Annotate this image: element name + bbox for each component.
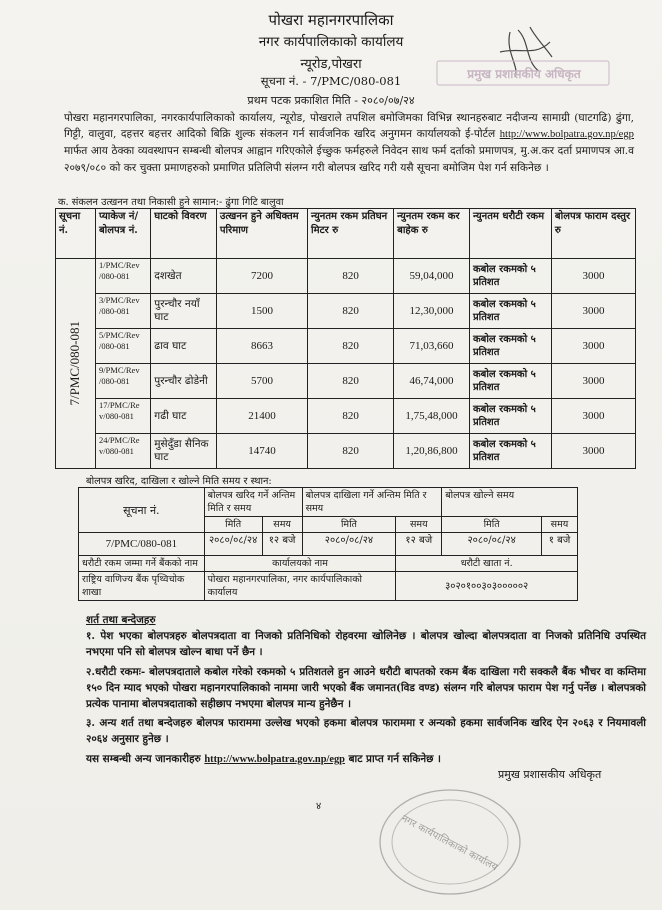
package-cell: 9/PMC/Rev /080-081 — [95, 364, 150, 399]
package-cell: 3/PMC/Rev /080-081 — [95, 294, 150, 329]
term-2-lead: २.धरौटी रकमः- — [86, 665, 146, 678]
fee-cell: 3000 — [551, 329, 635, 364]
ghat-cell: पुरन्चौर ढोडेनी — [151, 364, 217, 399]
amount-cell: 46,74,000 — [394, 364, 470, 399]
ghat-cell: गढी घाट — [151, 399, 217, 434]
office-title: नगर कार्यपालिकाको कार्यालय — [258, 34, 404, 50]
office-label: कार्यालयको नाम — [204, 556, 396, 572]
fee-cell: 3000 — [551, 434, 635, 469]
svg-text:नगर कार्यपालिकाको कार्यालय: नगर कार्यपालिकाको कार्यालय — [399, 813, 500, 874]
rate-cell: 820 — [308, 294, 394, 329]
ghat-cell: ढाव घाट — [151, 329, 217, 364]
egp-link[interactable]: http://www.bolpatra.gov.np/egp — [499, 129, 634, 141]
quantity-cell: 21400 — [216, 399, 307, 434]
package-cell: 24/PMC/Re v/080-081 — [95, 434, 150, 469]
bank-name: राष्ट्रिय वाणिज्य बैंक पृथ्विचोक शाखा — [79, 572, 205, 601]
schedule-notice-label: सूचना नं. — [79, 488, 205, 533]
table-row — [56, 294, 636, 329]
schedule-header-row — [79, 488, 578, 517]
quantity-cell: 7200 — [216, 259, 307, 294]
col-header-rate: न्युनतम रकम प्रतिघन मिटर रु — [308, 209, 394, 259]
intro-text-2: मार्फत आय ठेक्का व्यवस्थापन सम्बन्धी बोलपत्र आह्वान गरिएकोले ईच्छुक फर्महरुले निवेदन साथ फर्म दर्ताको प्रमाणपत्र, मु.अ.कर दर्ता प्रमाणपत्र आ.व २०७९/०८० को कर चुक्ता प्रमाणहरुको प्रमाणित प्रतिलिपी संलग्न गरी बोलपत्र खरिद गरी यसै सूचना बमोजिम पेश गर्न सकिनेछ । — [64, 145, 634, 174]
term-1: १. पेश भएका बोलपत्रहरु बोलपत्रदाता वा निजको प्रतिनिधिको रोहवरमा खोलिनेछ । बोलपत्र खोल्दा बोलपत्रदाता वा निजको प्रतिनिधि उपस्थित नभएमा पनि सो बोलपत्र खोल्न बाधा पर्ने छैन । — [86, 630, 646, 659]
deposit-cell: कबोल रकमको ५ प्रतिशत — [469, 294, 551, 329]
buy-date: २०८०/०८/२४ — [204, 533, 262, 556]
fee-cell: 3000 — [551, 294, 635, 329]
ghat-cell: दशखेत — [151, 259, 217, 294]
deposit-cell: कबोल रकमको ५ प्रतिशत — [469, 329, 551, 364]
term-4-text-b: बाट प्राप्त गर्न सकिनेछ । — [344, 752, 441, 765]
deposit-cell: कबोल रकमको ५ प्रतिशत — [469, 259, 551, 294]
schedule-buy-label: बोलपत्र खरिद गर्ने अन्तिम मिति र समय — [204, 488, 302, 517]
term-2 — [86, 664, 646, 713]
intro-paragraph — [64, 110, 634, 176]
amount-cell: 71,03,660 — [394, 329, 470, 364]
table-row — [56, 399, 636, 434]
signatory-title: प्रमुख प्रशासकीय अधिकृत — [498, 768, 602, 781]
quantity-cell: 1500 — [216, 294, 307, 329]
amount-cell: 59,04,000 — [394, 259, 470, 294]
table-row — [56, 259, 636, 294]
submit-date: २०८०/०८/२४ — [302, 533, 396, 556]
date-label: मिति — [442, 517, 542, 533]
time-label: समय — [541, 517, 577, 533]
term-4 — [86, 751, 646, 768]
svg-text:प्रमुख प्रशासकीय अधिकृत: प्रमुख प्रशासकीय अधिकृत — [467, 67, 581, 81]
rate-cell: 820 — [308, 399, 394, 434]
amount-cell: 1,75,48,000 — [394, 399, 470, 434]
fee-cell: 3000 — [551, 364, 635, 399]
schedule-table — [78, 487, 578, 601]
col-header-quantity: उत्खनन हुने अधिक्तम परिमाण — [216, 209, 307, 259]
submit-time: १२ बजे — [396, 533, 442, 556]
time-label: समय — [262, 517, 302, 533]
office-stamp — [370, 772, 530, 900]
table-row — [56, 364, 636, 399]
col-header-amount: न्युनतम रकम कर बाहेक रु — [394, 209, 470, 259]
deposit-cell: कबोल रकमको ५ प्रतिशत — [469, 364, 551, 399]
schedule-open-label: बोलपत्र खोल्ने समय — [442, 488, 578, 517]
col-header-notice: सूचना नं. — [56, 209, 96, 259]
ghat-cell: मुसेदुँडा सैनिक घाट — [151, 434, 217, 469]
table-row — [56, 329, 636, 364]
deposit-cell: कबोल रकमको ५ प्रतिशत — [469, 399, 551, 434]
egp-link-2[interactable]: http://www.bolpatra.gov.np/egp — [204, 753, 345, 765]
terms-section — [86, 612, 646, 771]
date-label: मिति — [302, 517, 396, 533]
schedule-submit-label: बोलपत्र दाखिला गर्ने अन्तिम मिति र समय — [302, 488, 442, 517]
rate-cell: 820 — [308, 329, 394, 364]
package-table — [55, 208, 636, 469]
fee-cell: 3000 — [551, 399, 635, 434]
schedule-notice: 7/PMC/080-081 — [79, 533, 205, 556]
office-name: पोखरा महानगरपालिका, नगर कार्यपालिकाको कार्यालय — [204, 572, 396, 601]
table-header-row — [56, 209, 636, 259]
section-a-heading: क. संकलन उत्खनन तथा निकासी हुने सामान:- ढुंगा गिटि बालुवा — [58, 197, 284, 208]
office-location: न्यूरोड,पोखरा — [300, 57, 362, 72]
package-cell: 1/PMC/Rev /080-081 — [95, 259, 150, 294]
col-header-package: प्याकेज नं/ बोलपत्र नं. — [95, 209, 150, 259]
rate-cell: 820 — [308, 434, 394, 469]
rate-cell: 820 — [308, 259, 394, 294]
account-label: धरौटी खाता नं. — [396, 556, 578, 572]
open-date: २०८०/०८/२४ — [442, 533, 542, 556]
open-time: १ बजे — [541, 533, 577, 556]
notice-number: सूचना नं. - 7/PMC/080-081 — [260, 74, 402, 88]
bank-header-row — [79, 556, 578, 572]
account-number: ३०२०१००३०३०००००२ — [396, 572, 578, 601]
ghat-cell: पुरन्चौर नयाँ घाट — [151, 294, 217, 329]
page-number: ४ — [316, 801, 322, 812]
deposit-cell: कबोल रकमको ५ प्रतिशत — [469, 434, 551, 469]
org-title: पोखरा महानगरपालिका — [268, 11, 394, 29]
terms-title: शर्त तथा बन्देजहरु — [86, 614, 156, 626]
notice-cell: 7/PMC/080-081 — [56, 259, 96, 469]
schedule-values-row — [79, 533, 578, 556]
time-label: समय — [396, 517, 442, 533]
package-cell: 5/PMC/Rev /080-081 — [95, 329, 150, 364]
col-header-deposit: न्युनतम धरौटी रकम — [469, 209, 551, 259]
quantity-cell: 5700 — [216, 364, 307, 399]
amount-cell: 12,30,000 — [394, 294, 470, 329]
rate-cell: 820 — [308, 364, 394, 399]
table-row — [56, 434, 636, 469]
term-3: ३. अन्य शर्त तथा बन्देजहरु बोलपत्र फाराममा उल्लेख भएको हकमा बोलपत्र फाराममा र अन्यको हकमा सार्वजनिक खरिद ऐन २०६३ र नियमावली २०६४ अनुसार हुनेछ । — [86, 717, 646, 746]
publish-date: प्रथम पटक प्रकाशित मिति - २०८०/०७/२४ — [247, 94, 415, 107]
intro-text-1: पोखरा महानगरपालिका, नगरकार्यपालिकाको कार्यालय, न्यूरोड, पोखराले तपशिल बमोजिमका विभिन्न स्थानहरुबाट नदीजन्य सामाग्री (घाटगढि) ढुंगा, गिट्टी, वालुवा, दहत्तर बहत्तर आदिको बिक्रि शुल्क संकलन गर्न सार्वजनिक खरिद अनुगमन कार्यालयको ई-पोर्टल — [64, 112, 634, 141]
bank-values-row — [79, 572, 578, 601]
col-header-fee: बोलपत्र फाराम दस्तुर रु — [551, 209, 635, 259]
fee-cell: 3000 — [551, 259, 635, 294]
date-label: मिति — [204, 517, 262, 533]
buy-time: १२ बजे — [262, 533, 302, 556]
amount-cell: 1,20,86,800 — [394, 434, 470, 469]
quantity-cell: 14740 — [216, 434, 307, 469]
col-header-ghat: घाटको विवरण — [151, 209, 217, 259]
bank-label: धरौटी रकम जम्मा गर्ने बैंकको नाम — [79, 556, 205, 572]
term-2-text: बोलपत्रदाताले कबोल गरेको रकमको ५ प्रतिशतले हुन आउने धरौटी बापतको रकम बैंक दाखिला गरी सक्कलै बैंक भौचर वा कम्तिमा १५० दिन म्याद भएको पोखरा महानगरपालिकाको नाममा जारी भएको बैंक जमानत(विड वण्ड) संलग्न गरि बोलपत्र फाराम पेश गर्नु पर्नेछ । बोलपत्रको प्रत्येक पानामा बोलपत्रदाताको सहीछाप नभएमा बोलपत्र मान्य हुनेछैन । — [86, 665, 646, 711]
term-4-text-a: यस सम्बन्धी अन्य जानकारीहरु — [86, 752, 205, 765]
section-b-heading: बोलपत्र खरिद, दाखिला र खोल्ने मिति समय र स्थान: — [86, 476, 272, 487]
quantity-cell: 8663 — [216, 329, 307, 364]
package-cell: 17/PMC/Re v/080-081 — [95, 399, 150, 434]
